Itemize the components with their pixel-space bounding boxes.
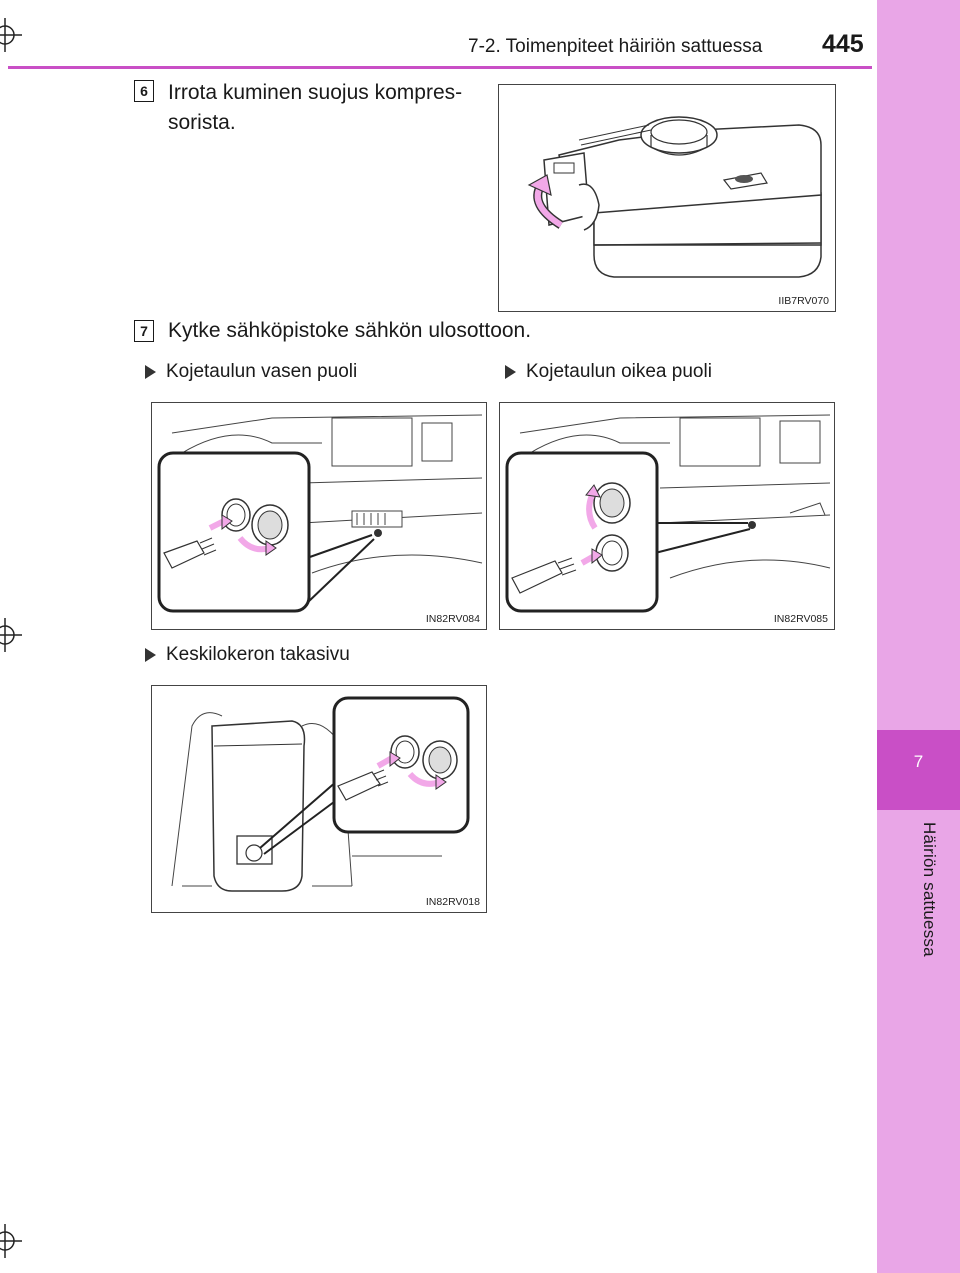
chapter-side-tab (877, 0, 960, 1273)
compressor-illustration (499, 85, 836, 312)
compressor-figure-code: IIB7RV070 (778, 295, 829, 307)
header-rule (8, 66, 872, 69)
crop-mark-bottom-left (0, 1224, 22, 1258)
crop-mark-top-left (0, 18, 22, 52)
console-rear-heading (145, 644, 350, 666)
bullet-triangle-icon (145, 648, 156, 662)
step-6-line2: sorista. (168, 111, 236, 134)
crop-mark-mid-left (0, 618, 22, 652)
left-side-heading (145, 361, 357, 383)
right-side-heading (505, 361, 712, 383)
section-title: 7-2. Toimenpiteet häiriön sattuessa (468, 36, 763, 57)
step-number-7: 7 (134, 320, 154, 342)
left-side-figure (151, 402, 487, 630)
left-side-figure-code: IN82RV084 (425, 613, 480, 625)
bullet-triangle-icon (145, 365, 156, 379)
console-rear-figure (151, 685, 487, 913)
right-side-heading-text: Kojetaulun oikea puoli (526, 361, 712, 382)
compressor-figure (498, 84, 836, 312)
right-side-figure (499, 402, 835, 630)
left-side-heading-text: Kojetaulun vasen puoli (166, 361, 358, 382)
right-side-figure-code: IN82RV085 (773, 613, 828, 625)
page-number: 445 (822, 30, 864, 58)
console-rear-illustration (152, 686, 487, 913)
step-6-text (168, 78, 462, 138)
step-7-text: Kytke sähköpistoke sähkön ulosottoon. (168, 319, 532, 342)
console-rear-figure-code: IN82RV018 (425, 896, 480, 908)
bullet-triangle-icon (505, 365, 516, 379)
left-side-illustration (152, 403, 487, 630)
chapter-number: 7 (913, 752, 924, 771)
right-side-illustration (500, 403, 835, 630)
chapter-title: Häiriön sattuessa (920, 822, 939, 957)
step-6-line1: Irrota kuminen suojus kompres- (168, 81, 463, 104)
console-rear-heading-text: Keskilokeron takasivu (166, 644, 350, 665)
step-number-6: 6 (134, 80, 154, 102)
